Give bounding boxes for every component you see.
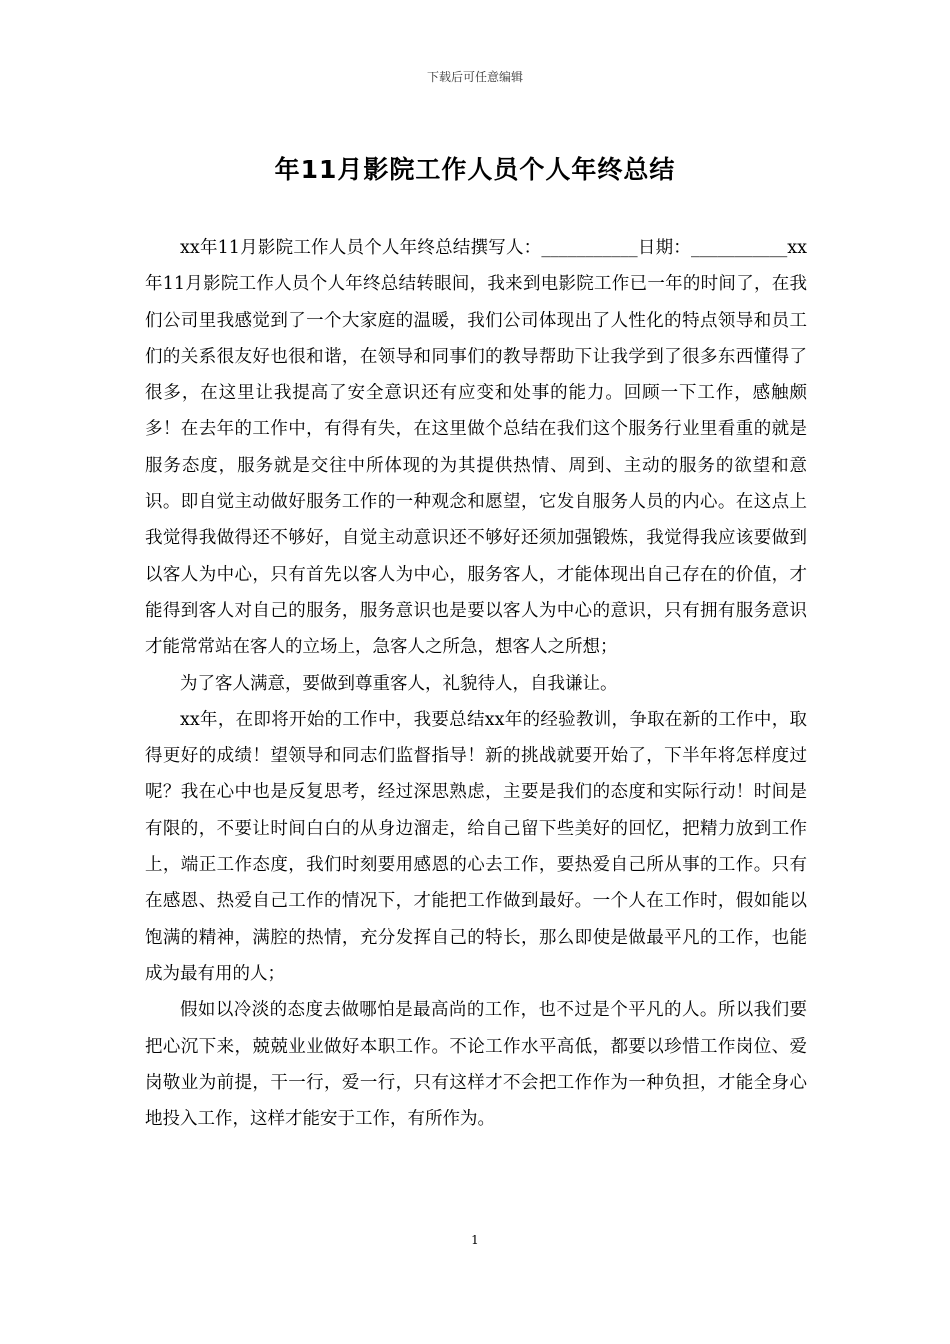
document-title: 年11月影院工作人员个人年终总结	[274, 155, 676, 184]
paragraph-4: 假如以冷淡的态度去做哪怕是最高尚的工作，也不过是个平凡的人。所以我们要把心沉下来，兢兢业业做好本职工作。不论工作水平高低，都要以珍惜工作岗位、爱岗敬业为前提，干一行，爱一行，只有这样才不会把工作作为一种负担，才能全身心地投入工作，这样才能安于工作，有所作为。	[145, 1000, 807, 1130]
page-number: 1	[471, 1233, 479, 1247]
paragraph-2: 为了客人满意，要做到尊重客人，礼貌待人，自我谦让。	[180, 673, 618, 694]
paragraph-1: xx年11月影院工作人员个人年终总结撰写人：___________日期：___________xx年11月影院工作人员个人年终总结转眼间，我来到电影院工作已一年的时间了，在我们公司里我感觉到了一个大家庭的温暖，我们公司体现出了人性化的特点领导和员工们的关系很友好也很和谐，在领导和同事们的教导帮助下让我学到了很多东西懂得了很多，在这里让我提高了安全意识还有应变和处事的能力。回顾一下工作，感触颇多！在去年的工作中，有得有失，在这里做个总结在我们这个服务行业里看重的就是服务态度，服务就是交往中所体现的为其提供热情、周到、主动的服务的欲望和意识。即自觉主动做好服务工作的一种观念和愿望，它发自服务人员的内心。在这点上我觉得我做得还不够好，自觉主动意识还不够好还须加强锻炼，我觉得我应该要做到以客人为中心，只有首先以客人为中心，服务客人，才能体现出自己存在的价值，才能得到客人对自己的服务，服务意识也是要以客人为中心的意识，只有拥有服务意识才能常常站在客人的立场上，急客人之所急，想客人之所想；	[145, 238, 807, 658]
header-note: 下载后可任意编辑	[426, 70, 523, 84]
document-body	[145, 230, 807, 1137]
paragraph-3: xx年，在即将开始的工作中，我要总结xx年的经验教训，争取在新的工作中，取得更好的成绩！望领导和同志们监督指导！新的挑战就要开始了，下半年将怎样度过呢？我在心中也是反复思考，经过深思熟虑，主要是我们的态度和实际行动！时间是有限的，不要让时间白白的从身边溜走，给自己留下些美好的回忆，把精力放到工作上，端正工作态度，我们时刻要用感恩的心去工作，要热爱自己所从事的工作。只有在感恩、热爱自己工作的情况下，才能把工作做到最好。一个人在工作时，假如能以饱满的精神，满腔的热情，充分发挥自己的特长，那么即使是做最平凡的工作，也能成为最有用的人；	[145, 709, 807, 984]
